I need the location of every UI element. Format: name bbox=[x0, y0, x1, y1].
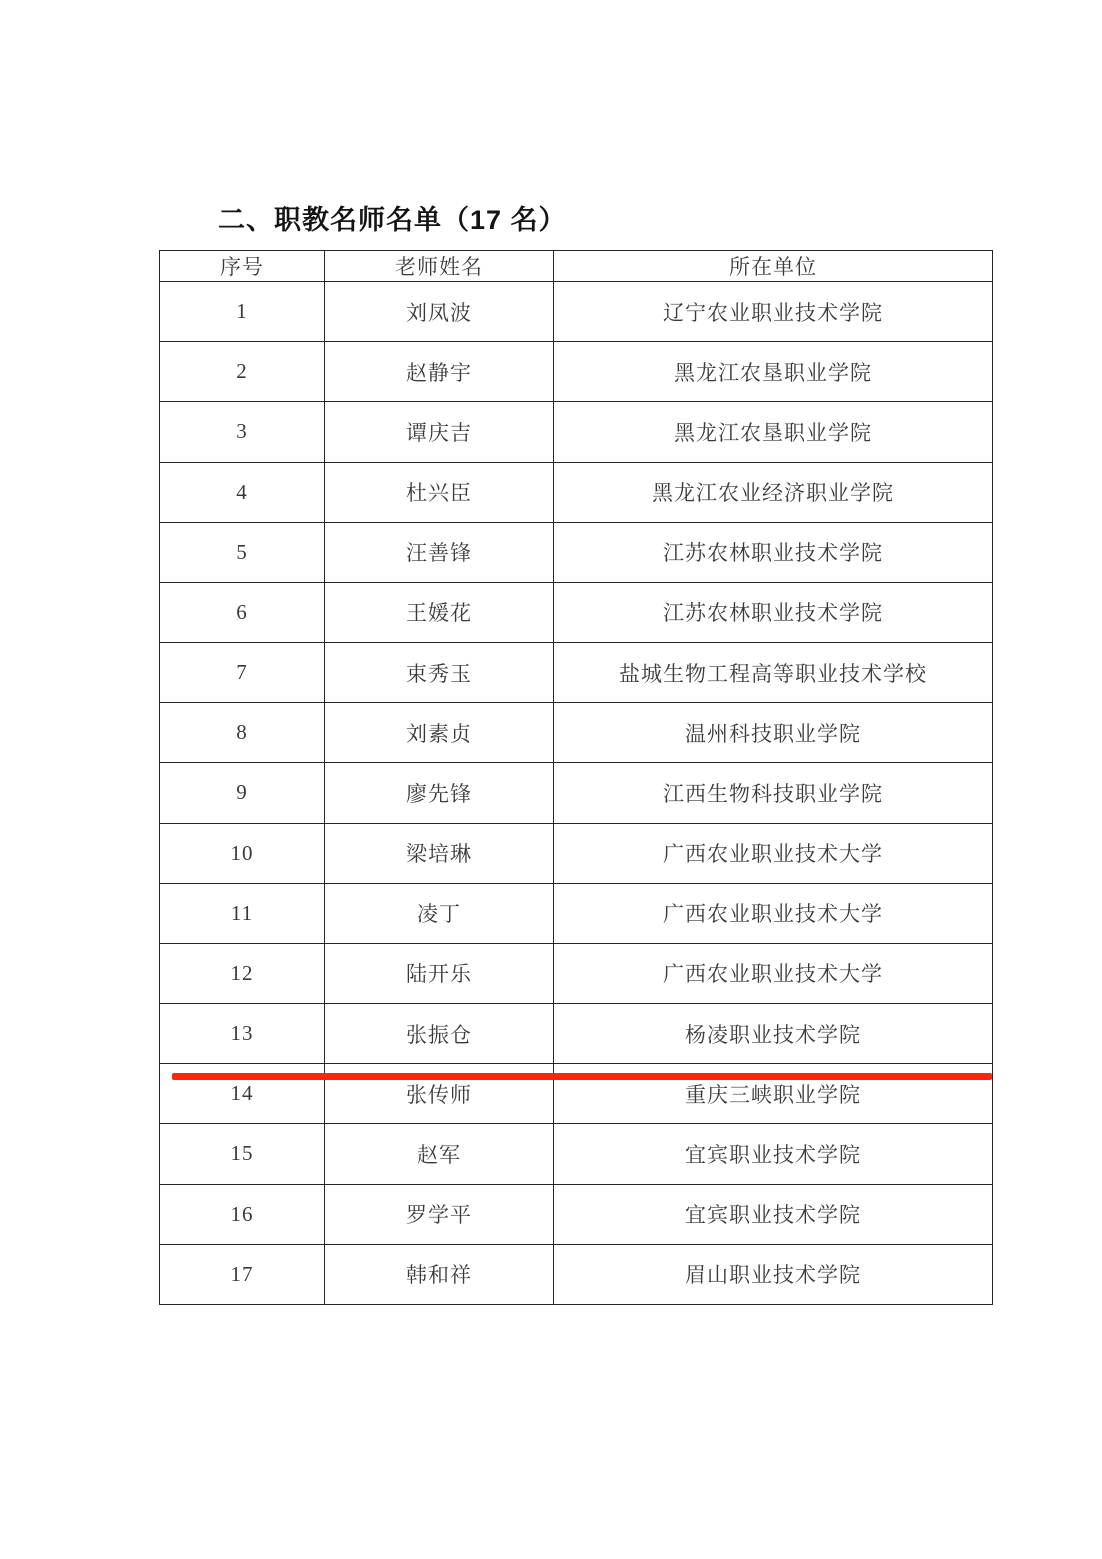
unit-cell: 广西农业职业技术大学 bbox=[554, 823, 993, 883]
teacher-name-cell: 束秀玉 bbox=[325, 643, 554, 703]
header-row bbox=[160, 251, 993, 282]
unit-cell: 宜宾职业技术学院 bbox=[554, 1184, 993, 1244]
row-number-cell: 13 bbox=[160, 1004, 325, 1064]
section-title: 二、职教名师名单（17 名） bbox=[218, 205, 567, 235]
header-cell-number: 序号 bbox=[160, 251, 325, 282]
teacher-name-cell: 谭庆吉 bbox=[325, 402, 554, 462]
table-row bbox=[160, 522, 993, 582]
table-row bbox=[160, 342, 993, 402]
table-row bbox=[160, 282, 993, 342]
table-body bbox=[160, 282, 993, 1305]
table-row bbox=[160, 582, 993, 642]
teacher-name-cell: 罗学平 bbox=[325, 1184, 554, 1244]
row-number-cell: 9 bbox=[160, 763, 325, 823]
teacher-name-cell: 张振仓 bbox=[325, 1004, 554, 1064]
row-number-cell: 12 bbox=[160, 943, 325, 1003]
row-number-cell: 2 bbox=[160, 342, 325, 402]
table-row bbox=[160, 943, 993, 1003]
red-underline-highlight bbox=[172, 1073, 992, 1080]
row-number-cell: 1 bbox=[160, 282, 325, 342]
teacher-name-cell: 韩和祥 bbox=[325, 1244, 554, 1304]
teacher-name-cell: 陆开乐 bbox=[325, 943, 554, 1003]
table-row bbox=[160, 703, 993, 763]
header-cell-teacher-name: 老师姓名 bbox=[325, 251, 554, 282]
table-row bbox=[160, 462, 993, 522]
row-number-cell: 14 bbox=[160, 1064, 325, 1124]
row-number-cell: 16 bbox=[160, 1184, 325, 1244]
table-row bbox=[160, 1184, 993, 1244]
teacher-name-cell: 凌丁 bbox=[325, 883, 554, 943]
teacher-name-cell: 汪善锋 bbox=[325, 522, 554, 582]
unit-cell: 广西农业职业技术大学 bbox=[554, 943, 993, 1003]
unit-cell: 江苏农林职业技术学院 bbox=[554, 522, 993, 582]
row-number-cell: 17 bbox=[160, 1244, 325, 1304]
row-number-cell: 8 bbox=[160, 703, 325, 763]
unit-cell: 黑龙江农垦职业学院 bbox=[554, 402, 993, 462]
row-number-cell: 6 bbox=[160, 582, 325, 642]
table-row bbox=[160, 883, 993, 943]
unit-cell: 江西生物科技职业学院 bbox=[554, 763, 993, 823]
teacher-name-cell: 赵军 bbox=[325, 1124, 554, 1184]
table-row bbox=[160, 1124, 993, 1184]
unit-cell: 江苏农林职业技术学院 bbox=[554, 582, 993, 642]
teacher-name-cell: 刘凤波 bbox=[325, 282, 554, 342]
table-row bbox=[160, 402, 993, 462]
row-number-cell: 10 bbox=[160, 823, 325, 883]
table-header bbox=[160, 251, 993, 282]
unit-cell: 宜宾职业技术学院 bbox=[554, 1124, 993, 1184]
teacher-roster-table bbox=[159, 250, 993, 1305]
unit-cell: 眉山职业技术学院 bbox=[554, 1244, 993, 1304]
table-row bbox=[160, 643, 993, 703]
unit-cell: 广西农业职业技术大学 bbox=[554, 883, 993, 943]
teacher-name-cell: 刘素贞 bbox=[325, 703, 554, 763]
row-number-cell: 5 bbox=[160, 522, 325, 582]
teacher-name-cell: 张传师 bbox=[325, 1064, 554, 1124]
teacher-name-cell: 廖先锋 bbox=[325, 763, 554, 823]
unit-cell: 温州科技职业学院 bbox=[554, 703, 993, 763]
row-number-cell: 4 bbox=[160, 462, 325, 522]
table-row bbox=[160, 823, 993, 883]
unit-cell: 盐城生物工程高等职业技术学校 bbox=[554, 643, 993, 703]
teacher-name-cell: 王媛花 bbox=[325, 582, 554, 642]
teacher-name-cell: 梁培琳 bbox=[325, 823, 554, 883]
teacher-name-cell: 杜兴臣 bbox=[325, 462, 554, 522]
header-cell-unit: 所在单位 bbox=[554, 251, 993, 282]
unit-cell: 辽宁农业职业技术学院 bbox=[554, 282, 993, 342]
unit-cell: 黑龙江农业经济职业学院 bbox=[554, 462, 993, 522]
row-number-cell: 3 bbox=[160, 402, 325, 462]
row-number-cell: 15 bbox=[160, 1124, 325, 1184]
table-row bbox=[160, 1004, 993, 1064]
unit-cell: 杨凌职业技术学院 bbox=[554, 1004, 993, 1064]
row-number-cell: 7 bbox=[160, 643, 325, 703]
teacher-name-cell: 赵静宇 bbox=[325, 342, 554, 402]
unit-cell: 重庆三峡职业学院 bbox=[554, 1064, 993, 1124]
unit-cell: 黑龙江农垦职业学院 bbox=[554, 342, 993, 402]
table-row bbox=[160, 763, 993, 823]
row-number-cell: 11 bbox=[160, 883, 325, 943]
table-row bbox=[160, 1244, 993, 1304]
